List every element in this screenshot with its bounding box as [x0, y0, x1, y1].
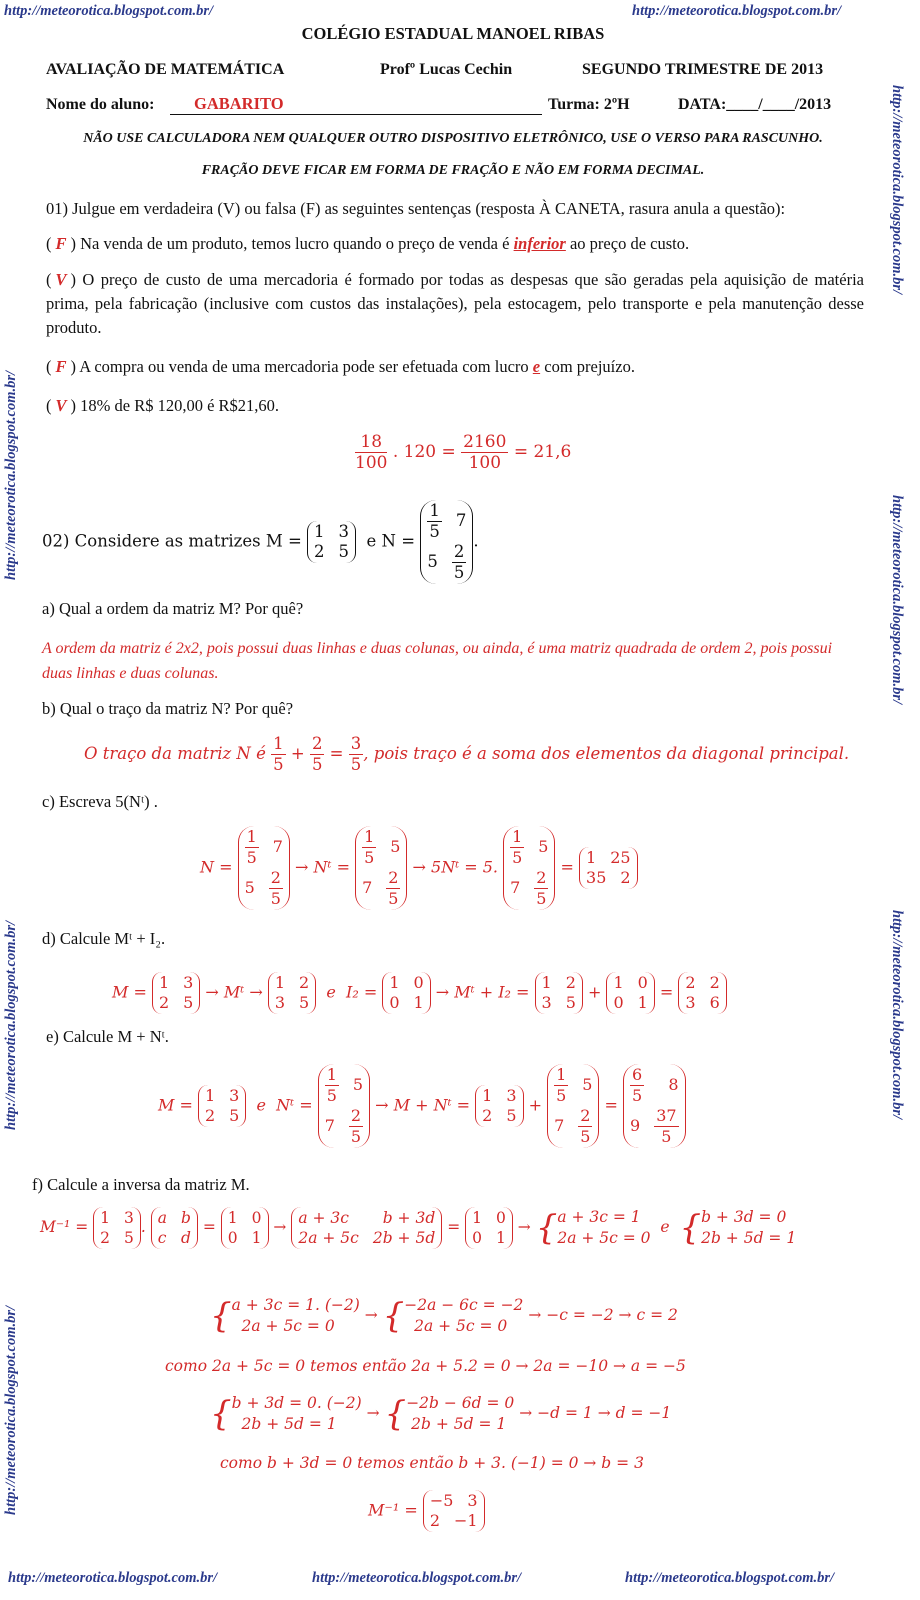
q1-item-3-highlight: e [532, 357, 541, 376]
q2a-question: a) Qual a ordem da matriz M? Por quê? [42, 599, 304, 618]
q2d-result-matrix: 2 2 3 6 [678, 972, 726, 1014]
term: SEGUNDO TRIMESTRE DE 2013 [582, 61, 824, 78]
student-name-label: Nome do aluno: [46, 96, 155, 113]
q2a-answer: A ordem da matriz é 2x2, pois possui duas linhas e duas colunas, ou ainda, é uma matriz quadrada de ordem 2, pois possui duas linhas e duas colunas. [42, 640, 833, 682]
q1-item-1-highlight: inferior [513, 234, 566, 253]
matrix-M: 1 3 2 5 [307, 521, 356, 563]
watermark-right-3: http://meteorotica.blogspot.com.br/ [889, 910, 905, 1120]
exam-subject: AVALIAÇÃO DE MATEMÁTICA [46, 61, 285, 78]
q2c-result-matrix: 1 25 35 2 [579, 847, 638, 889]
instruction-2: FRAÇÃO DEVE FICAR EM FORMA DE FRAÇÃO E NÃO EM FORMA DECIMAL. [201, 163, 705, 178]
q2f-setup: M⁻¹ = 1 3 2 5 . a b c d = 1 0 0 1 → a + 3c b + 3d 2a + 5c 2b + 5d = 1 0 0 1 → {a + 3c = 1 2a + 5c = 0 e {b + 3d = 0 2b + 5d = 1 [40, 1208, 797, 1248]
watermark-left-2: http://meteorotica.blogspot.com.br/ [3, 920, 19, 1130]
watermark-left-3: http://meteorotica.blogspot.com.br/ [3, 1305, 19, 1515]
q1-calculation: $\frac{18}{100}$ . 120 = $\frac{2160}{100}$ = 21,6 [355, 432, 572, 473]
q2c-answer: N = $\frac{1}{5}$ 7 5 $\frac{2}{5}$ → Nᵗ = $\frac{1}{5}$ 5 7 $\frac{2}{5}$ → 5Nᵗ = 5. $\frac{1}{5}$ 5 7 $\frac{2}{5}$ = 1 25 35 2 [200, 826, 638, 910]
teacher-name: Profº Lucas Cechin [380, 61, 513, 78]
q2f-solve-b: como b + 3d = 0 temos então b + 3. (−1) = 0 → b = 3 [220, 1454, 644, 1472]
q1-item-3-mark: F [55, 357, 67, 376]
q1-item-4: ( V ) 18% de R$ 120,00 é R$21,60. [46, 396, 280, 415]
q1-item-1: ( F ) Na venda de um produto, temos lucro quando o preço de venda é inferior ao preço de custo. [46, 234, 690, 253]
q1-prompt: 01) Julgue em verdadeira (V) ou falsa (F) as seguintes sentenças (resposta À CANETA, rasura anula a questão): [46, 199, 786, 218]
watermark-left-1: http://meteorotica.blogspot.com.br/ [3, 370, 19, 580]
watermark-bottom-center: http://meteorotica.blogspot.com.br/ [312, 1570, 522, 1586]
watermark-top-right: http://meteorotica.blogspot.com.br/ [632, 3, 842, 19]
date-label: DATA:____/____/2013 [678, 96, 832, 113]
watermark-bottom-left: http://meteorotica.blogspot.com.br/ [8, 1570, 218, 1586]
q2f-solve-a: como 2a + 5c = 0 temos então 2a + 5.2 = 0 → 2a = −10 → a = −5 [165, 1357, 686, 1375]
q2b-question: b) Qual o traço da matriz N? Por quê? [42, 699, 294, 718]
class-label: Turma: 2ºH [548, 96, 630, 113]
q2f-system-d: {b + 3d = 0. (−2) 2b + 5d = 1 → {−2b − 6d = 0 2b + 5d = 1 → −d = 1 → d = −1 [210, 1394, 672, 1434]
q2d-question: d) Calcule Mᵗ + I₂. [42, 929, 166, 948]
q1-item-2-mark: V [55, 270, 67, 289]
q2f-inverse: M⁻¹ = −5 3 2 −1 [368, 1490, 485, 1532]
q2f-question: f) Calcule a inversa da matriz M. [32, 1175, 250, 1194]
student-name-line [170, 114, 542, 115]
student-name-value: GABARITO [194, 94, 284, 113]
q2d-answer: M = 1 3 2 5 → Mᵗ → 1 2 3 5 e I₂ = 1 0 0 1 → Mᵗ + I₂ = 1 2 3 5 + 1 0 0 1 = 2 2 3 6 [112, 972, 727, 1014]
q1-item-4-mark: V [55, 396, 67, 415]
school-name: COLÉGIO ESTADUAL MANOEL RIBAS [301, 24, 605, 43]
q1-item-2: ( V ) O preço de custo de uma mercadoria é formado por todas as despesas que são geradas pela aquisição de matéria prima, pela fabricação (inclusive com custos das instalações), pela estocagem, pelo transporte e pela manutenção desse produto. [46, 270, 864, 337]
q2e-result-matrix: $\frac{6}{5}$ 8 9 $\frac{37}{5}$ [623, 1064, 686, 1148]
q2f-system-c: {a + 3c = 1. (−2) 2a + 5c = 0 → {−2a − 6c = −2 2a + 5c = 0 → −c = −2 → c = 2 [210, 1296, 678, 1336]
q1-item-1-mark: F [55, 234, 67, 253]
q2b-answer: O traço da matriz N é $\frac{1}{5}$ + $\frac{2}{5}$ = $\frac{3}{5}$ , pois traço é a soma dos elementos da diagonal principal. [84, 734, 850, 774]
q1-item-3: ( F ) A compra ou venda de uma mercadoria pode ser efetuada com lucro e com prejuízo. [46, 357, 635, 376]
watermark-bottom-right: http://meteorotica.blogspot.com.br/ [625, 1570, 835, 1586]
watermark-right-2: http://meteorotica.blogspot.com.br/ [889, 495, 905, 705]
q2e-question: e) Calcule M + Nᵗ. [46, 1027, 169, 1046]
instruction-1: NÃO USE CALCULADORA NEM QUALQUER OUTRO DISPOSITIVO ELETRÔNICO, USE O VERSO PARA RASCUNHO. [83, 131, 823, 146]
inverse-matrix: −5 3 2 −1 [423, 1490, 485, 1532]
watermark-right-1: http://meteorotica.blogspot.com.br/ [889, 85, 905, 295]
q2-prompt: 02) Considere as matrizes M = 1 3 2 5 e N = $\frac{1}{5}$ 7 5 $\frac{2}{5}$ . [42, 501, 479, 582]
q2c-question: c) Escreva 5(Nᵗ) . [42, 792, 158, 811]
q2e-answer: M = 1 3 2 5 e Nᵗ = $\frac{1}{5}$ 5 7 $\frac{2}{5}$ → M + Nᵗ = 1 3 2 5 + $\frac{1}{5}$ 5 7 $\frac{2}{5}$ = $\frac{6}{5}$ 8 9 $\frac{37}{5}$ [158, 1064, 686, 1148]
watermark-top-left: http://meteorotica.blogspot.com.br/ [4, 3, 214, 19]
matrix-N: $\frac{1}{5}$ 7 5 $\frac{2}{5}$ [420, 500, 473, 584]
